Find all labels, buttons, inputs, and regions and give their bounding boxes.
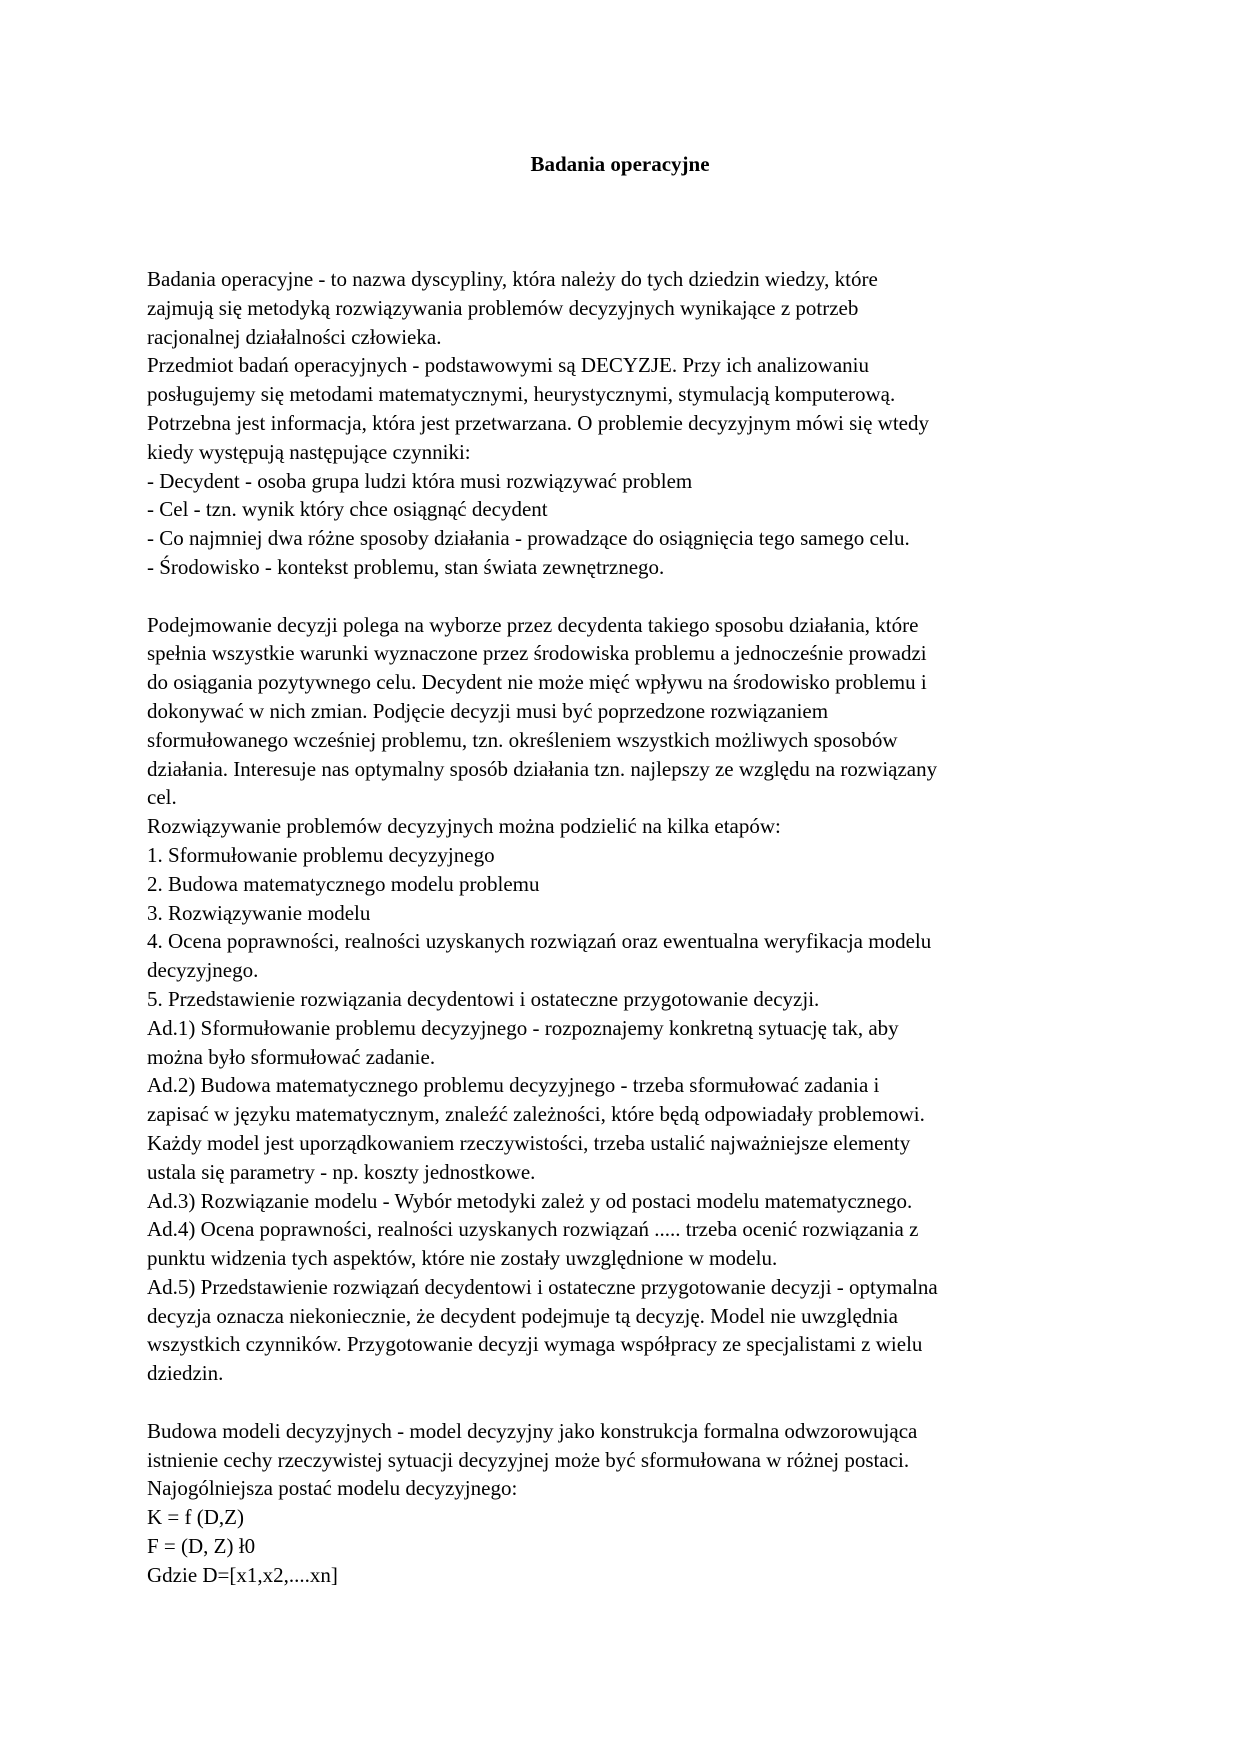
body-text-line: decyzyjnego. [147,958,259,983]
body-text-line: Przedmiot badań operacyjnych - podstawowymi są DECYZJE. Przy ich analizowaniu [147,353,869,378]
body-text-line: - Co najmniej dwa różne sposoby działania - prowadzące do osiągnięcia tego samego celu. [147,526,910,551]
body-text-line: zapisać w języku matematycznym, znaleźć zależności, które będą odpowiadały problemowi. [147,1102,925,1127]
body-text-line: Ad.5) Przedstawienie rozwiązań decydentowi i ostateczne przygotowanie decyzji - optymalna [147,1274,938,1299]
body-text-line: 2. Budowa matematycznego modelu problemu [147,871,540,896]
document-body [147,265,1107,1590]
body-text-line: działania. Interesuje nas optymalny sposób działania tzn. najlepszy ze względu na rozwiązany [147,756,938,781]
blank-line [147,1388,1107,1417]
body-text-line: kiedy występują następujące czynniki: [147,439,471,464]
body-text-line: zajmują się metodyką rozwiązywania problemów decyzyjnych wynikające z potrzeb [147,295,859,320]
document-title: Badania operacyjne [530,152,710,176]
body-text-line: Badania operacyjne - to nazwa dyscypliny, która należy do tych dziedzin wiedzy, które [147,267,878,291]
body-text-line: Najogólniejsza postać modelu decyzyjnego: [147,1476,518,1501]
body-text-line: Ad.2) Budowa matematycznego problemu decyzyjnego - trzeba sformułować zadania i [147,1073,880,1098]
body-text-line: spełnia wszystkie warunki wyznaczone przez środowiska problemu a jednocześnie prowadzi [147,641,927,666]
body-text-line: - Decydent - osoba grupa ludzi która musi rozwiązywać problem [147,468,693,493]
blank-line [147,582,1107,611]
body-text-line: Podejmowanie decyzji polega na wyborze przez decydenta takiego sposobu działania, które [147,612,919,637]
body-text-line: posługujemy się metodami matematycznymi, heurystycznymi, stymulacją komputerową. [147,382,896,407]
body-text-line: można było sformułować zadanie. [147,1044,436,1069]
body-text-line: istnienie cechy rzeczywistej sytuacji decyzyjnej może być sformułowana w różnej postaci. [147,1447,910,1472]
body-text-line: decyzja oznacza niekoniecznie, że decydent podejmuje tą decyzję. Model nie uwzględnia [147,1303,898,1328]
body-text-line: dziedzin. [147,1361,224,1386]
body-text-line: Ad.4) Ocena poprawności, realności uzyskanych rozwiązań ..... trzeba ocenić rozwiązania z [147,1217,919,1242]
body-text-line: dokonywać w nich zmian. Podjęcie decyzji musi być poprzedzone rozwiązaniem [147,698,829,723]
body-text-line: Rozwiązywanie problemów decyzyjnych można podzielić na kilka etapów: [147,814,781,839]
body-text-line: 4. Ocena poprawności, realności uzyskanych rozwiązań oraz ewentualna weryfikacja modelu [147,929,932,954]
body-text-line: - Środowisko - kontekst problemu, stan świata zewnętrznego. [147,554,665,579]
body-text-line: Każdy model jest uporządkowaniem rzeczywistości, trzeba ustalić najważniejsze elementy [147,1130,911,1155]
body-text-line: Potrzebna jest informacja, która jest przetwarzana. O problemie decyzyjnym mówi się wtedy [147,410,929,435]
body-text-line: K = f (D,Z) [147,1505,244,1530]
body-text-line: cel. [147,785,177,810]
body-text-line: Ad.3) Rozwiązanie modelu - Wybór metodyki zależ y od postaci modelu matematycznego. [147,1188,913,1213]
body-text-line: ustala się parametry - np. koszty jednostkowe. [147,1159,536,1184]
body-text-line: 5. Przedstawienie rozwiązania decydentowi i ostateczne przygotowanie decyzji. [147,986,820,1011]
body-text-line: F = (D, Z) ł0 [147,1534,256,1559]
body-text-line: racjonalnej działalności człowieka. [147,324,442,349]
body-text-line: 3. Rozwiązywanie modelu [147,900,371,925]
body-text-line: - Cel - tzn. wynik który chce osiągnąć decydent [147,497,548,522]
body-text-line: Ad.1) Sformułowanie problemu decyzyjnego - rozpoznajemy konkretną sytuację tak, aby [147,1015,899,1040]
body-text-line: wszystkich czynników. Przygotowanie decyzji wymaga współpracy ze specjalistami z wielu [147,1332,923,1357]
body-text-line: Budowa modeli decyzyjnych - model decyzyjny jako konstrukcja formalna odwzorowująca [147,1418,918,1443]
body-text-line: do osiągania pozytywnego celu. Decydent nie może mięć wpływu na środowisko problemu i [147,670,927,695]
body-text-line: Gdzie D=[x1,x2,....xn] [147,1562,338,1587]
body-text-line: sformułowanego wcześniej problemu, tzn. określeniem wszystkich możliwych sposobów [147,727,898,752]
body-text-line: 1. Sformułowanie problemu decyzyjnego [147,842,495,867]
body-text-line: punktu widzenia tych aspektów, które nie zostały uwzględnione w modelu. [147,1246,778,1271]
